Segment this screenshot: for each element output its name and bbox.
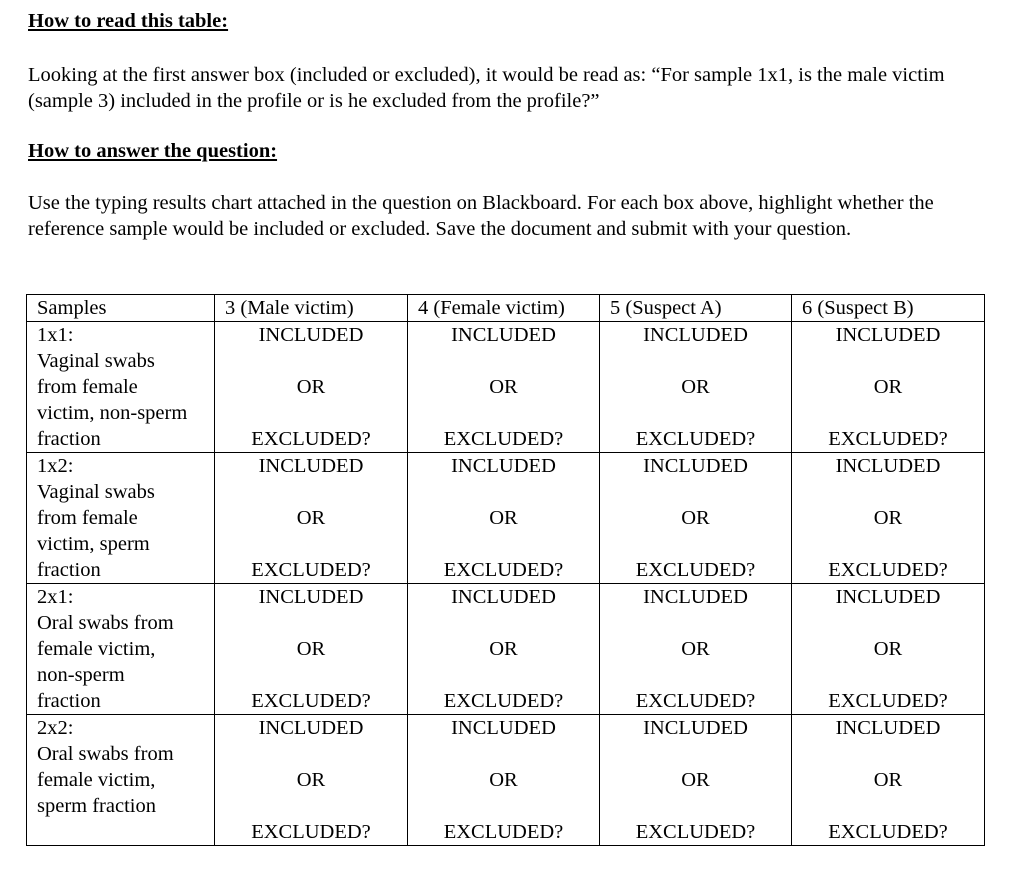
- excluded-option[interactable]: EXCLUDED?: [251, 821, 371, 843]
- sample-id: 2x2:: [37, 717, 74, 739]
- sample-id: 2x1:: [37, 586, 74, 608]
- or-separator: OR: [681, 638, 710, 660]
- header-female-victim: 4 (Female victim): [408, 295, 600, 322]
- or-separator: OR: [873, 507, 903, 529]
- sample-description-line: Oral swabs from: [37, 612, 174, 634]
- table-row: [27, 322, 985, 453]
- excluded-option[interactable]: EXCLUDED?: [635, 559, 756, 581]
- included-option[interactable]: INCLUDED: [643, 324, 748, 346]
- header-suspect-b: 6 (Suspect B): [792, 295, 985, 322]
- answer-cell-suspect-a[interactable]: [600, 584, 792, 715]
- or-separator: OR: [681, 376, 710, 398]
- sample-description-line: fraction: [37, 690, 101, 712]
- how-to-answer-heading: How to answer the question:: [28, 140, 278, 162]
- answer-cell-suspect-b[interactable]: [792, 715, 985, 846]
- table-row: [27, 715, 985, 846]
- included-option[interactable]: INCLUDED: [258, 586, 364, 608]
- included-option[interactable]: INCLUDED: [258, 717, 364, 739]
- answer-cell-suspect-a[interactable]: [600, 322, 792, 453]
- included-option[interactable]: INCLUDED: [451, 586, 556, 608]
- or-separator: OR: [296, 507, 326, 529]
- or-separator: OR: [296, 638, 326, 660]
- sample-description: [27, 322, 215, 453]
- answer-cell-female-victim[interactable]: [408, 322, 600, 453]
- table-row: [27, 453, 985, 584]
- how-to-read-text: Looking at the first answer box (included or excluded), it would be read as: “For sample 1x1, is the male victim (sample 3) included in the profile or is he excluded from the profile?”: [28, 64, 945, 112]
- included-option[interactable]: INCLUDED: [835, 455, 941, 477]
- or-separator: OR: [873, 376, 903, 398]
- answer-cell-male-victim[interactable]: [215, 322, 408, 453]
- excluded-option[interactable]: EXCLUDED?: [443, 428, 564, 450]
- included-option[interactable]: INCLUDED: [643, 455, 748, 477]
- excluded-option[interactable]: EXCLUDED?: [635, 428, 756, 450]
- answer-cell-suspect-a[interactable]: [600, 453, 792, 584]
- answer-cell-male-victim[interactable]: [215, 453, 408, 584]
- included-option[interactable]: INCLUDED: [451, 455, 556, 477]
- excluded-option[interactable]: EXCLUDED?: [443, 821, 564, 843]
- excluded-option[interactable]: EXCLUDED?: [635, 821, 756, 843]
- answer-cell-female-victim[interactable]: [408, 584, 600, 715]
- excluded-option[interactable]: EXCLUDED?: [828, 690, 948, 712]
- answer-cell-female-victim[interactable]: [408, 453, 600, 584]
- excluded-option[interactable]: EXCLUDED?: [828, 428, 948, 450]
- sample-description-line: Vaginal swabs: [37, 350, 155, 372]
- sample-description: [27, 715, 215, 846]
- answer-cell-female-victim[interactable]: [408, 715, 600, 846]
- sample-description-line: victim, non-sperm: [37, 402, 188, 424]
- sample-description-line: fraction: [37, 428, 101, 450]
- excluded-option[interactable]: EXCLUDED?: [443, 559, 564, 581]
- header-male-victim: 3 (Male victim): [215, 295, 408, 322]
- excluded-option[interactable]: EXCLUDED?: [635, 690, 756, 712]
- sample-description-line: non-sperm: [37, 664, 125, 686]
- or-separator: OR: [296, 769, 326, 791]
- sample-id: 1x1:: [37, 324, 74, 346]
- sample-description: [27, 584, 215, 715]
- or-separator: OR: [489, 507, 518, 529]
- excluded-option[interactable]: EXCLUDED?: [828, 821, 948, 843]
- sample-description-line: female victim,: [37, 769, 156, 791]
- included-option[interactable]: INCLUDED: [835, 586, 941, 608]
- excluded-option[interactable]: EXCLUDED?: [828, 559, 948, 581]
- answer-cell-suspect-b[interactable]: [792, 584, 985, 715]
- sample-description-line: from female: [37, 507, 138, 529]
- included-option[interactable]: INCLUDED: [258, 455, 364, 477]
- excluded-option[interactable]: EXCLUDED?: [443, 690, 564, 712]
- included-option[interactable]: INCLUDED: [835, 324, 941, 346]
- or-separator: OR: [681, 507, 710, 529]
- results-table: [26, 294, 985, 846]
- or-separator: OR: [489, 769, 518, 791]
- sample-id: 1x2:: [37, 455, 74, 477]
- answer-cell-male-victim[interactable]: [215, 584, 408, 715]
- answer-cell-male-victim[interactable]: [215, 715, 408, 846]
- answer-cell-suspect-b[interactable]: [792, 453, 985, 584]
- header-samples: Samples: [27, 295, 215, 322]
- excluded-option[interactable]: EXCLUDED?: [251, 559, 371, 581]
- or-separator: OR: [296, 376, 326, 398]
- answer-cell-suspect-b[interactable]: [792, 322, 985, 453]
- included-option[interactable]: INCLUDED: [258, 324, 364, 346]
- sample-description-line: Oral swabs from: [37, 743, 174, 765]
- sample-description-line: female victim,: [37, 638, 156, 660]
- sample-description-line: victim, sperm: [37, 533, 150, 555]
- sample-description-line: Vaginal swabs: [37, 481, 155, 503]
- included-option[interactable]: INCLUDED: [451, 324, 556, 346]
- how-to-read-heading: How to read this table:: [28, 10, 229, 32]
- or-separator: OR: [681, 769, 710, 791]
- how-to-answer-text: Use the typing results chart attached in the question on Blackboard. For each box above, highlight whether the reference sample would be included or excluded. Save the document and submit with your question.: [28, 192, 934, 240]
- or-separator: OR: [489, 376, 518, 398]
- included-option[interactable]: INCLUDED: [643, 717, 748, 739]
- sample-description-line: from female: [37, 376, 138, 398]
- table-header-row: [27, 295, 985, 322]
- or-separator: OR: [489, 638, 518, 660]
- or-separator: OR: [873, 638, 903, 660]
- included-option[interactable]: INCLUDED: [643, 586, 748, 608]
- excluded-option[interactable]: EXCLUDED?: [251, 690, 371, 712]
- included-option[interactable]: INCLUDED: [835, 717, 941, 739]
- header-suspect-a: 5 (Suspect A): [600, 295, 792, 322]
- table-row: [27, 584, 985, 715]
- or-separator: OR: [873, 769, 903, 791]
- included-option[interactable]: INCLUDED: [451, 717, 556, 739]
- sample-description-line: fraction: [37, 559, 101, 581]
- sample-description: [27, 453, 215, 584]
- sample-description-line: sperm fraction: [37, 795, 156, 817]
- excluded-option[interactable]: EXCLUDED?: [251, 428, 371, 450]
- answer-cell-suspect-a[interactable]: [600, 715, 792, 846]
